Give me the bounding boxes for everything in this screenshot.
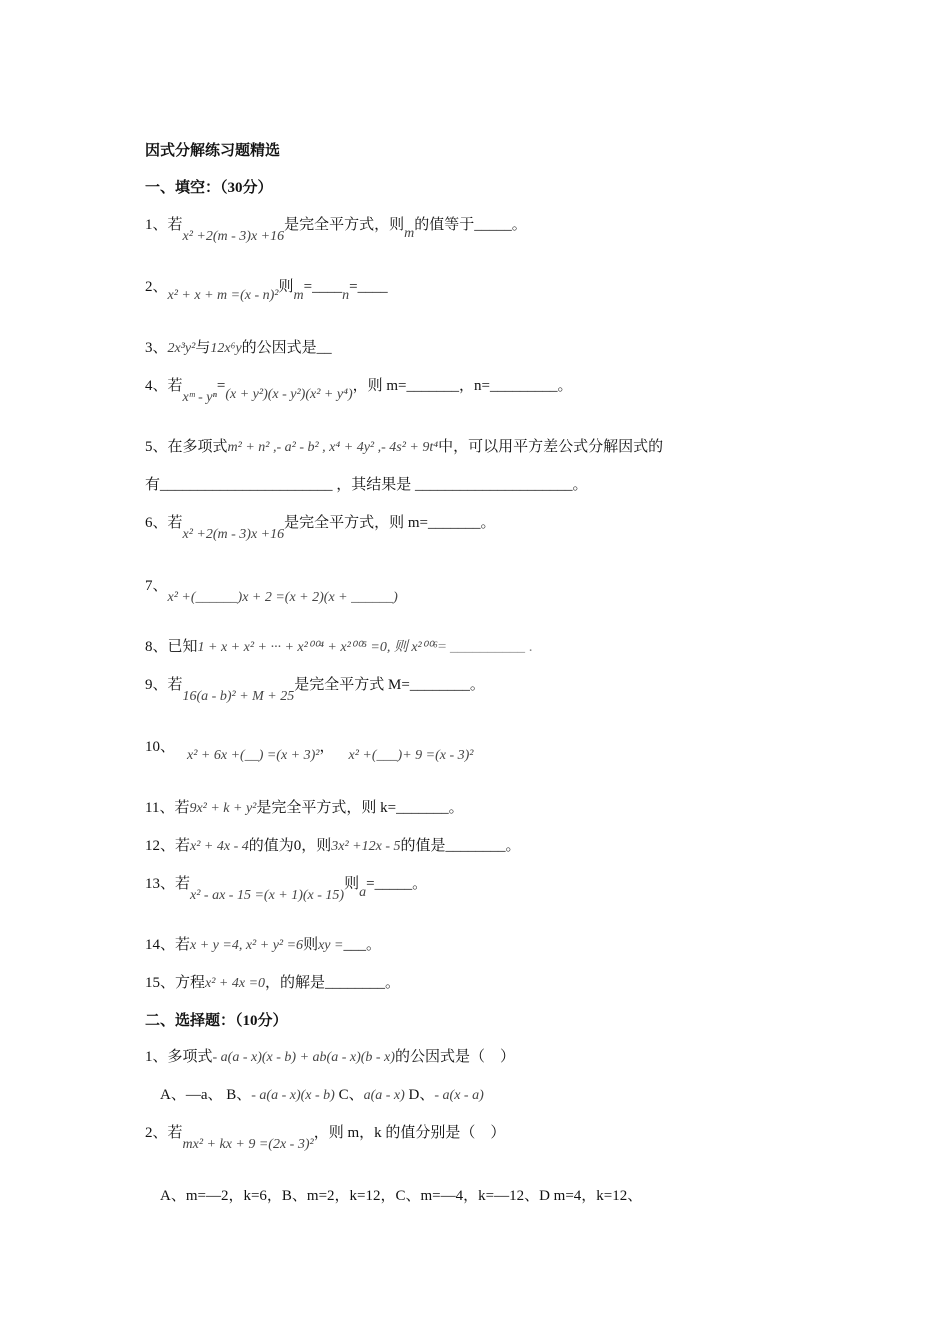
section-1-heading: 一、填空：（30分） [145,180,273,196]
q2-blank-n: =____ [349,279,388,295]
mc1-option-c-label: C、 [338,1087,364,1103]
q1-prefix: 1、若 [145,217,183,233]
mc-question-2-options: A、m=—2，k=6，B、m=2，k=12，C、m=—4，k=—12、D m=4，k=12、 [160,1188,643,1204]
q10-formula-1: x² + 6x +(__) =(x + 3)² [187,748,320,763]
q8-suffix: = __________ . [437,639,533,655]
question-7 [145,576,398,605]
q15-prefix: 15、方程 [145,975,206,991]
q13-prefix: 13、若 [145,876,191,892]
mc1-prefix: 1、多项式 [145,1049,213,1065]
q3-term-1: 2x³y² [167,341,196,356]
question-10 [145,737,474,763]
q6-suffix: 是完全平方式，则 m=_______。 [284,515,496,531]
q5-suffix: 中，可以用平方差公式分解因式的 [438,439,664,455]
q12-middle: 的值为0，则 [248,838,332,854]
mc-question-2 [145,1123,506,1152]
question-4 [145,376,573,405]
q2-blank-m: =____ [303,279,343,295]
question-1 [145,215,527,244]
mc1-option-d: - a(x - a) [434,1088,484,1103]
q2-formula: x² + x + m =(x - n)² [167,288,279,303]
q12-suffix: 的值是________。 [400,838,521,854]
q4-suffix: ，则 m=_______，n=_________。 [352,378,573,394]
q4-equals: = [216,378,226,394]
mc1-option-b-label: B、 [226,1087,252,1103]
mc1-option-d-label: D、 [408,1087,435,1103]
q13-middle: 则 [344,876,360,892]
q14-variable: xy = [318,938,344,953]
q4-formula-left: xᵐ - yⁿ [182,390,217,405]
mc2-suffix: ，则 m，k 的值分别是（ ） [313,1125,506,1141]
q6-prefix: 6、若 [145,515,183,531]
q9-formula: 16(a - b)² + M + 25 [182,689,295,704]
q5-polynomials: m² + n² ,- a² - b² , x⁴ + 4y² ,- 4s² + 9t⁴ [227,440,439,455]
q1-middle: 是完全平方式，则 [284,217,405,233]
mc1-option-c: a(a - x) [363,1088,405,1103]
q2-var-m: m [293,288,304,303]
q11-prefix: 11、若 [145,800,190,816]
q7-prefix: 7、 [145,578,168,594]
q11-suffix: 是完全平方式，则 k=_______。 [256,800,464,816]
q4-prefix: 4、若 [145,378,183,394]
mc1-option-a: A、—a、 [160,1087,223,1103]
q8-prefix: 8、已知 [145,639,198,655]
q8-formula: 1 + x + x² + ··· + x²⁰⁰⁴ + x²⁰⁰⁵ =0, 则 x²⁰⁰⁶ [197,640,438,655]
q14-middle: 则 [303,937,319,953]
q12-formula-1: x² + 4x - 4 [190,839,249,854]
question-9 [145,675,485,704]
q1-variable: m [404,226,415,241]
question-5-line-2: 有_______________________ ，其结果是 _____________________。 [145,477,588,493]
mc-question-1 [145,1047,515,1068]
q14-prefix: 14、若 [145,937,191,953]
q3-prefix: 3、 [145,340,168,356]
q11-formula: 9x² + k + y² [189,801,257,816]
q2-prefix: 2、 [145,279,168,295]
mc1-suffix: 的公因式是（ ） [394,1049,515,1065]
q3-suffix: 的公因式是__ [241,340,332,356]
q3-middle: 与 [195,340,211,356]
question-11 [145,798,464,819]
q12-prefix: 12、若 [145,838,191,854]
mc2-prefix: 2、若 [145,1125,183,1141]
question-3 [145,338,332,359]
q3-term-2: 12x⁶y [210,341,242,356]
q14-formula: x + y =4, x² + y² =6 [190,938,304,953]
q15-formula: x² + 4x =0 [205,976,266,991]
question-6 [145,513,496,542]
mc2-formula: mx² + kx + 9 =(2x - 3)² [182,1137,314,1152]
q4-formula-right: (x + y²)(x - y²)(x² + y⁴) [225,387,353,402]
question-15 [145,973,400,994]
q2-middle: 则 [278,279,294,295]
q6-formula: x² +2(m - 3)x +16 [182,527,285,542]
mc1-option-b: - a(a - x)(x - b) [251,1088,335,1103]
q1-formula: x² +2(m - 3)x +16 [182,229,285,244]
question-12 [145,836,521,857]
question-2 [145,277,388,303]
q10-formula-2: x² +(___)+ 9 =(x - 3)² [348,748,474,763]
q7-formula: x² +(______)x + 2 =(x + 2)(x + ______) [167,590,398,605]
question-5 [145,437,663,458]
q12-formula-2: 3x² +12x - 5 [331,839,401,854]
q9-suffix: 是完全平方式 M=________。 [294,677,485,693]
q15-suffix: ，的解是________。 [265,975,401,991]
document-title: 因式分解练习题精选 [145,143,281,159]
q5-prefix: 5、在多项式 [145,439,228,455]
q13-suffix: =_____。 [366,876,428,892]
question-14 [145,935,381,956]
q2-var-n: n [342,288,350,303]
q13-variable: a [359,885,367,900]
question-8 [145,637,533,658]
mc-question-1-options [160,1085,484,1106]
q1-suffix: 的值等于_____。 [414,217,527,233]
section-2-heading: 二、选择题：（10分） [145,1013,288,1029]
mc1-formula: - a(a - x)(x - b) + ab(a - x)(b - x) [212,1050,395,1065]
q10-prefix: 10、 [145,739,176,755]
q14-suffix: ___。 [343,937,381,953]
question-13 [145,874,428,903]
q10-separator: ， [319,739,335,755]
q9-prefix: 9、若 [145,677,183,693]
q13-formula: x² - ax - 15 =(x + 1)(x - 15) [190,888,345,903]
